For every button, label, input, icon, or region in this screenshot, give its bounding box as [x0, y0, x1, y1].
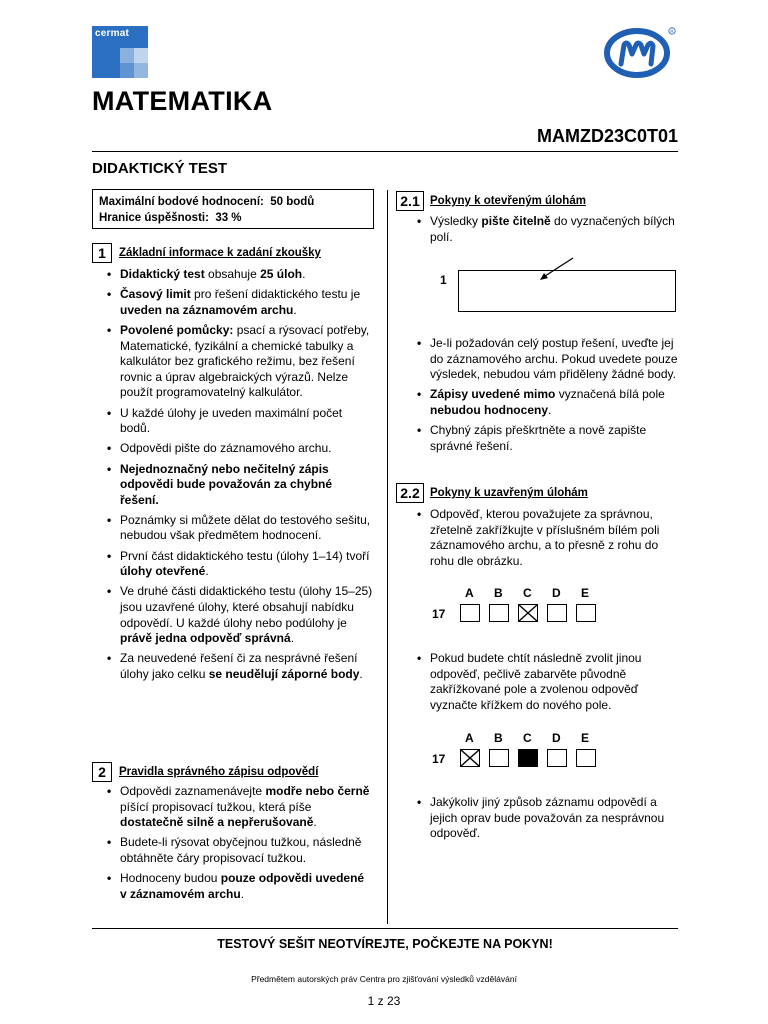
svg-text:R: R	[670, 29, 674, 34]
list-item	[106, 406, 374, 437]
bold-text: uveden na záznamovém archu	[120, 302, 294, 317]
option-letter: B	[494, 586, 503, 600]
list-item	[106, 835, 374, 866]
empty-checkbox	[547, 604, 567, 622]
section-number-1: 1	[92, 243, 112, 263]
test-code: MAMZD23C0T01	[536, 126, 678, 146]
section-2-1-list-a	[416, 214, 678, 250]
text: Budete-li rýsovat obyčejnou tužkou, následně obtáhněte čáry propisovací tužkou.	[120, 835, 362, 865]
section-2-list	[106, 784, 374, 907]
section-heading-2-2: Pokyny k uzavřeným úlohám	[430, 487, 588, 499]
section-1-list	[106, 267, 374, 687]
empty-checkbox	[576, 604, 596, 622]
threshold-value: 33 %	[215, 212, 242, 224]
page-number: 1 z 23	[367, 994, 401, 1008]
filled-checkbox	[518, 749, 538, 767]
text: obsahuje	[204, 267, 261, 281]
bold-text: Povolené pomůcky:	[120, 322, 234, 337]
list-item	[416, 214, 678, 245]
list-item	[416, 387, 678, 418]
section-heading-1: Základní informace k zadání zkoušky	[119, 247, 321, 259]
text: .	[205, 564, 209, 579]
text: vyznačená bílá pole	[555, 387, 665, 402]
section-2-2-list-a	[416, 507, 678, 574]
header-divider	[92, 151, 678, 152]
list-item	[106, 784, 374, 831]
test-subtitle: DIDAKTICKÝ TEST	[92, 160, 227, 177]
text: U každé úlohy je uveden maximální počet bodů.	[120, 405, 343, 436]
text: Poznámky si můžete dělat do testového sešitu, nebudou však předmětem hodnocení.	[120, 512, 371, 543]
text: .	[240, 886, 245, 901]
list-item	[106, 584, 374, 646]
text: psací a rýsovací potřeby, Matematické, fyzikální a chemické tabulky a kalkulátor bez grafického režimu, bez řešení rovnic a úprav algebraických výrazů. Nelze použít programovatelný kalkulátor.	[120, 322, 370, 400]
bold-text: Časový limit	[120, 287, 191, 302]
list-item	[106, 651, 374, 682]
text: Za neuvedené řešení či za nesprávné řešení úlohy jako celku	[120, 651, 358, 681]
text: .	[293, 302, 297, 317]
list-item	[106, 441, 374, 457]
crossed-checkbox	[518, 604, 538, 622]
text: První část didaktického testu (úlohy 1–14) tvoří	[120, 548, 370, 563]
list-item	[416, 507, 678, 569]
text: .	[313, 815, 317, 830]
text: Pokud budete chtít následně zvolit jinou odpověď, pečlivě zabarvěte původně zakřížkované pole a zvolenou odpověď vyznačte křížkem do nového pole.	[430, 651, 642, 712]
option-letter: D	[552, 731, 561, 745]
bold-text: Nejednoznačný nebo nečitelný zápis odpovědi bude považován za chybné řešení.	[120, 461, 333, 507]
list-item	[416, 336, 678, 383]
section-heading-2-1: Pokyny k otevřeným úlohám	[430, 195, 586, 207]
crossed-checkbox	[460, 749, 480, 767]
text: Hodnoceny budou	[120, 871, 221, 886]
text: Výsledky	[430, 214, 482, 228]
text: do vyznačených bílých polí.	[430, 214, 675, 244]
option-letter: A	[465, 731, 474, 745]
max-points-value: 50 bodů	[270, 196, 315, 208]
column-divider	[387, 190, 388, 924]
cermat-logo-text: cermat	[95, 28, 129, 39]
list-item	[416, 651, 678, 713]
option-letter: B	[494, 731, 503, 745]
option-letter: C	[523, 731, 532, 745]
bold-text: 25 úloh	[260, 267, 303, 281]
bold-text: Zápisy uvedené mimo	[430, 387, 556, 402]
text: Chybný zápis přeškrtněte a nově zapište správné řešení.	[430, 423, 647, 453]
footer-warning: TESTOVÝ SEŠIT NEOTVÍREJTE, POČKEJTE NA POKYN!	[217, 937, 553, 951]
bold-text: pouze odpovědi uvedené v záznamovém archu	[120, 871, 365, 901]
empty-checkbox	[460, 604, 480, 622]
max-points-label: Maximální bodové hodnocení:	[99, 196, 264, 208]
cross-icon	[461, 750, 479, 766]
text: .	[359, 667, 363, 681]
option-letter: E	[581, 586, 590, 600]
text: Odpověď, kterou považujete za správnou, zřetelně zakřížkujte v příslušném bílém poli záznamového archu, a to přesně z rohu do rohu dle obrázku.	[430, 507, 660, 568]
section-number-2: 2	[92, 762, 112, 782]
list-item	[106, 462, 374, 509]
option-letter: A	[465, 586, 474, 600]
section-number-2-1: 2.1	[396, 191, 424, 211]
arrow-icon	[536, 256, 576, 282]
bold-text: nebudou hodnoceny	[430, 402, 548, 417]
section-number-2-2: 2.2	[396, 483, 424, 503]
score-box	[92, 189, 374, 229]
option-letter: E	[581, 731, 590, 745]
text: Jakýkoliv jiný způsob záznamu odpovědí a jejich oprav bude považován za nesprávnou odpověď.	[430, 795, 665, 841]
section-heading-2: Pravidla správného zápisu odpovědí	[119, 766, 319, 778]
list-item	[106, 323, 374, 401]
list-item	[106, 871, 374, 902]
option-letter: D	[552, 586, 561, 600]
list-item	[106, 549, 374, 580]
list-item	[416, 423, 678, 454]
footer-copyright: Předmětem autorských práv Centra pro zjišťování výsledků vzdělávání	[251, 974, 517, 984]
section-2-1-list-b	[416, 336, 678, 459]
bold-text: se neudělují záporné body	[208, 667, 360, 681]
text: .	[290, 631, 295, 646]
list-item	[416, 795, 678, 842]
bold-text: právě jedna odpověď správná	[120, 631, 291, 646]
threshold-label: Hranice úspěšnosti:	[99, 212, 209, 224]
cermat-logo	[92, 26, 148, 78]
section-2-2-list-b	[416, 651, 678, 718]
text: Odpovědi zaznamenávejte	[120, 784, 266, 798]
cross-icon	[519, 605, 537, 621]
text: Ve druhé části didaktického testu (úlohy 15–25) jsou uzavřené úlohy, které obsahují nabídku odpovědí. U každé úlohy nebo podúlohy je	[120, 584, 373, 630]
empty-checkbox	[489, 749, 509, 767]
list-item	[106, 287, 374, 318]
empty-checkbox	[489, 604, 509, 622]
bold-text: dostatečně silně a nepřerušovaně	[120, 815, 314, 830]
text: píšící propisovací tužkou, která píše	[120, 799, 312, 814]
footer-divider	[92, 928, 678, 929]
text: pro řešení didaktického testu je	[190, 287, 361, 302]
text: Je-li požadován celý postup řešení, uveďte jej do záznamového archu. Pokud uvedete pouze výsledek, nebudou vám přiděleny žádné body.	[430, 336, 678, 382]
list-item	[106, 513, 374, 544]
closed-task-number: 17	[432, 752, 446, 766]
list-item	[106, 267, 374, 283]
empty-checkbox	[576, 749, 596, 767]
bold-text: úlohy otevřené	[120, 564, 206, 579]
m-logo-icon	[604, 26, 676, 78]
open-task-number: 1	[440, 273, 447, 287]
option-letter: C	[523, 586, 532, 600]
text: .	[548, 402, 552, 417]
section-2-2-list-c	[416, 795, 678, 846]
bold-text: modře nebo černě	[265, 784, 370, 798]
closed-task-number: 17	[432, 607, 446, 621]
bold-text: Didaktický test	[120, 267, 205, 281]
bold-text: pište čitelně	[481, 214, 551, 228]
page-title: MATEMATIKA	[92, 86, 273, 116]
text: .	[302, 267, 306, 281]
empty-checkbox	[547, 749, 567, 767]
text: Odpovědi pište do záznamového archu.	[120, 441, 332, 456]
